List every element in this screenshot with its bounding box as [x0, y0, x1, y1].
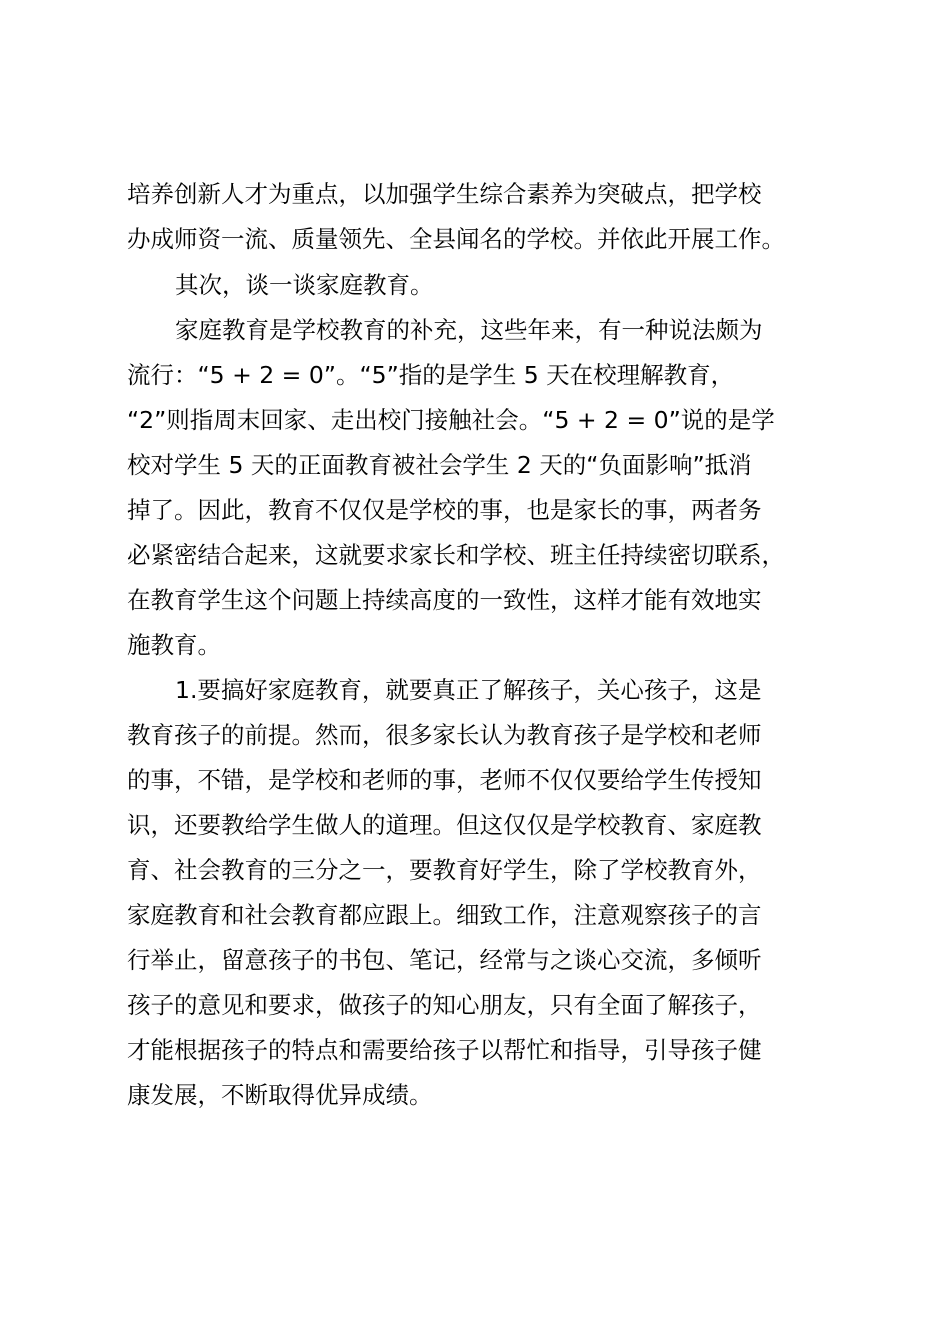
text-line: 行举止，留意孩子的书包、笔记，经常与之谈心交流，多倾听	[127, 946, 762, 974]
text-line: 流行：“5 + 2 = 0”。“5”指的是学生 5 天在校理解教育，	[127, 361, 735, 389]
text-line: 家庭教育和社会教育都应跟上。细致工作，注意观察孩子的言	[127, 901, 762, 929]
text-line: 校对学生 5 天的正面教育被社会学生 2 天的“负面影响”抵消	[127, 451, 752, 479]
text-line: 的事，不错，是学校和老师的事，老师不仅仅要给学生传授知	[127, 766, 762, 794]
text-line: 才能根据孩子的特点和需要给孩子以帮忙和指导，引导孩子健	[127, 1036, 762, 1064]
text-line: 孩子的意见和要求，做孩子的知心朋友，只有全面了解孩子，	[127, 991, 762, 1019]
text-line: 识，还要教给学生做人的道理。但这仅仅是学校教育、家庭教	[127, 811, 762, 839]
text-line: 掉了。因此，教育不仅仅是学校的事，也是家长的事，两者务	[127, 496, 762, 524]
text-line: 育、社会教育的三分之一，要教育好学生，除了学校教育外，	[127, 856, 762, 884]
text-line: 康发展，不断取得优异成绩。	[127, 1081, 433, 1109]
text-line: 施教育。	[127, 631, 221, 659]
text-line: 其次，谈一谈家庭教育。	[175, 271, 434, 299]
text-line: 办成师资一流、质量领先、全县闻名的学校。并依此开展工作。	[127, 225, 785, 253]
text-line: 教育孩子的前提。然而，很多家长认为教育孩子是学校和老师	[127, 721, 762, 749]
text-line: 家庭教育是学校教育的补充，这些年来，有一种说法颇为	[175, 316, 763, 344]
text-line: 在教育学生这个问题上持续高度的一致性，这样才能有效地实	[127, 586, 762, 614]
text-line: “2”则指周末回家、走出校门接触社会。“5 + 2 = 0”说的是学	[127, 406, 775, 434]
text-line: 培养创新人才为重点，以加强学生综合素养为突破点，把学校	[127, 180, 762, 208]
text-line: 必紧密结合起来，这就要求家长和学校、班主任持续密切联系，	[127, 541, 785, 569]
text-line: 1.要搞好家庭教育，就要真正了解孩子，关心孩子，这是	[175, 676, 762, 704]
